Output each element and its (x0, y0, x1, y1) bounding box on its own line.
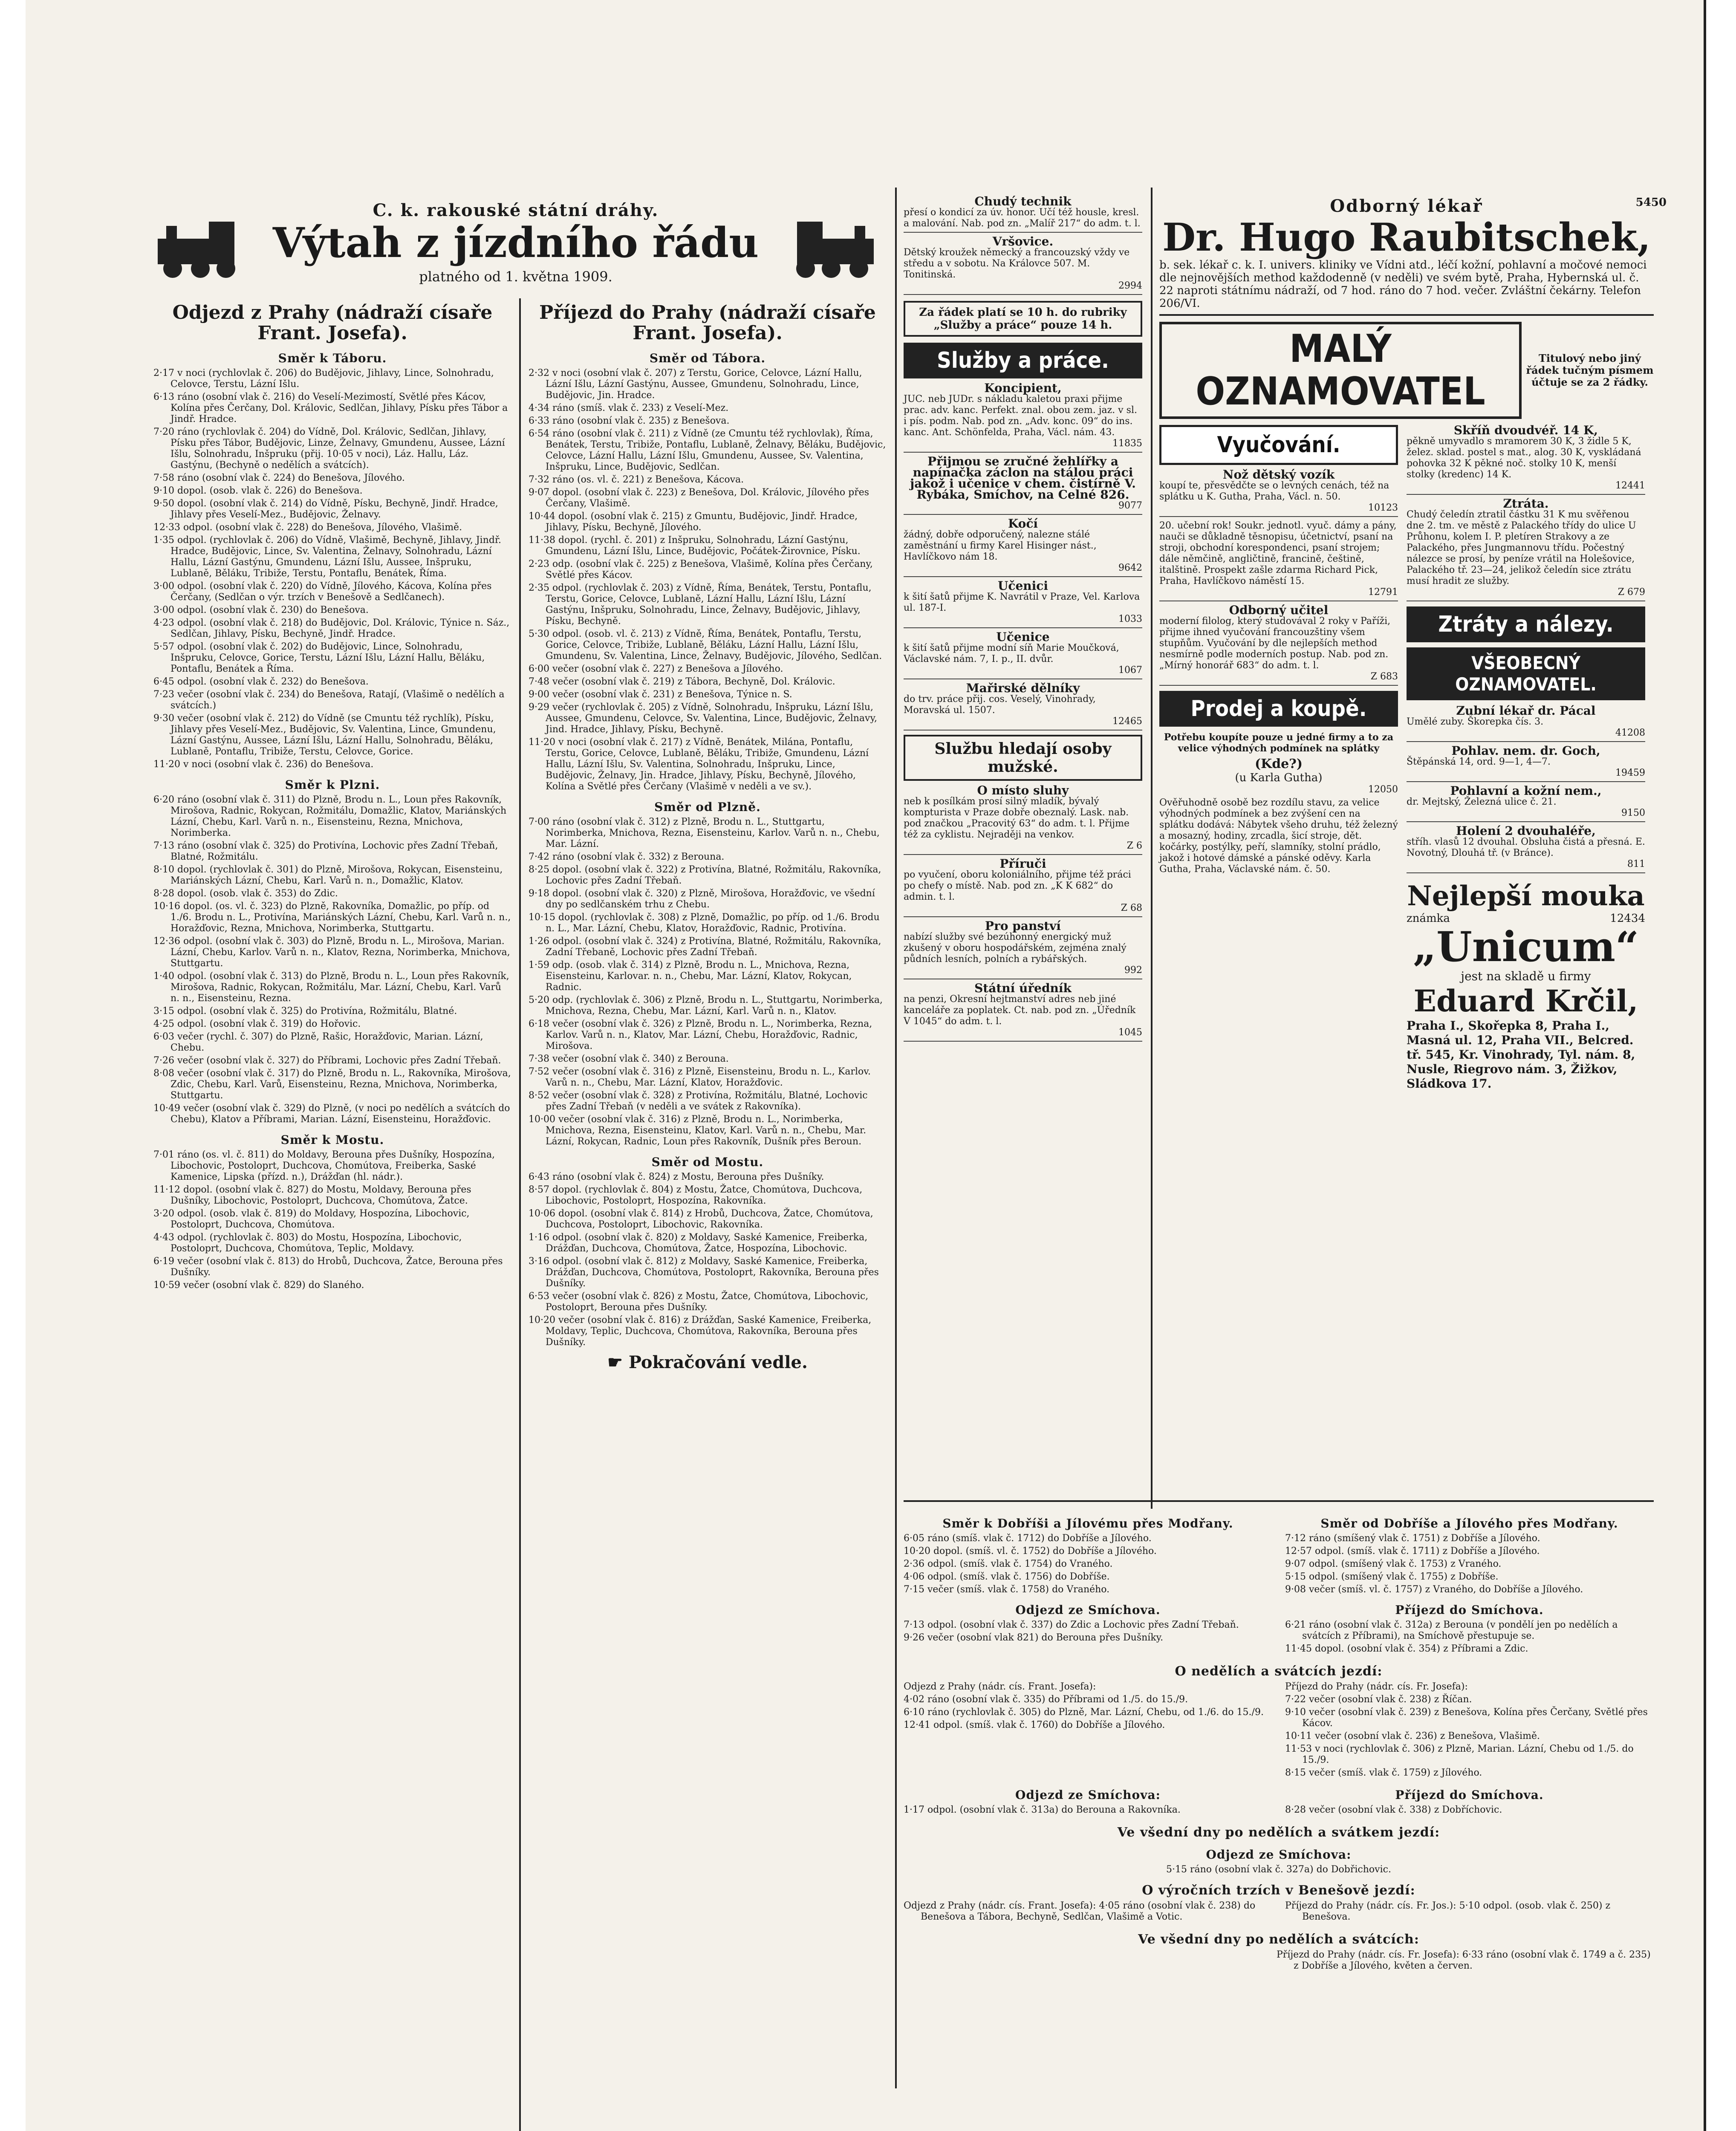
smichov-left-title: Odjezd ze Smíchova. (1015, 1603, 1161, 1617)
timetable-entry: 2·23 odp. (osobní vlak č. 225) z Benešova, Vlašimě, Kolína přes Čerčany, Světlé přes Kácov. (529, 559, 873, 580)
ad-text: moderní filolog, který studovával 2 roky v Paříži, přijme ihned vyučování francouzštiny všem stupňům. Vyučování by dle nejlepších method nesmírně podle moderních postup. Nab. pod zn. „Mírný honorář 683“ do adm. t. l. (1159, 616, 1391, 671)
sklad: jest na skladě u firmy (1461, 969, 1591, 983)
column-ads-right (1159, 196, 1654, 1091)
timetable-entry: 10·00 večer (osobní vlak č. 316) z Plzně, Brodu n. L., Norimberka, Mnichova, Rezna, Eisensteinu, Klatov, Karl. Varů n. n., Chebu, Mar. Lázní, Rokycan, Radnic, Loun přes Rakovník, Dušník přes Beroun. (529, 1114, 867, 1147)
ads-right-col-a (1159, 425, 1398, 1091)
ad-title: Pohlav. nem. dr. Goch, (1451, 744, 1600, 758)
timetable-entry: 10·15 dopol. (rychlovlak č. 308) z Plzně, Domažlic, po příp. od 1./6. Brodu n. L., Mar. Lázní, Chebu, Klatov, Horažďovic, Radnic, Protivína. (529, 912, 880, 934)
timetable-entry: 8·10 dopol. (rychlovlak č. 301) do Plzně, Mirošova, Rokycan, Eisensteinu, Mariánských Lázní, Chebu, Karl. Varů n. n., Domažlic, Klatov. (153, 864, 503, 886)
timetable-entry: 1·35 odpol. (rychlovlak č. 206) do Vídně, Vlašimě, Bechyně, Jihlavy, Jindř. Hradce, Budějovic, Lince, Sv. Valentina, Želnavy, Solnohradu, Lázní Hallu, Lázní Gastýnu, Gmundenu, Lázní Išlu, Aussee, Inšpruku, Lublaně, Běláku, Tribiže, Terstu, Pontaflu, Benátek, Říma. (153, 535, 502, 579)
ad-title: O místo sluhy (977, 783, 1069, 797)
departures-heading: Odjezd z Prahy (nádraží císaře Frant. Josefa). (172, 302, 493, 344)
timetable-entry: 5·15 odpol. (smíšený vlak č. 1755) z Dobříše. (1285, 1571, 1499, 1582)
timetable-entry: 8·15 večer (smíš. vlak č. 1759) z Jílového. (1285, 1767, 1482, 1778)
timetable-entry: 7·01 ráno (os. vl. č. 811) do Moldavy, Berouna přes Dušníky, Hospozína, Libochovic, Postoloprt, Duchcova, Chomútova, Freiberka, Saské Kamenice, Lipska (přízd. n.), Drážďan (hl. nádr.). (153, 1149, 495, 1182)
locomotive-icon-left (153, 213, 247, 281)
ad-number: 9642 (1118, 563, 1142, 573)
timetable-entry: 7·00 ráno (osobní vlak č. 312) z Plzně, Brodu n. L., Stuttgartu, Norimberka, Mnichova, Rezna, Eisensteinu, Karlov. Varů n. n., Chebu, Mar. Lázní. (529, 817, 880, 849)
banner-prodej: Prodej a koupě. (1159, 691, 1398, 727)
classified-ad (904, 236, 1142, 295)
timetable-entry: 6·20 ráno (osobní vlak č. 311) do Plzně, Brodu n. L., Loun přes Rakovník, Mirošova, Radnic, Rokycan, Rožmitálu, Domažlic, Klatov, Mariánských Lázní, Chebu, Karl. Varů n. n., Eisensteinu, Rezna, Mnichova, Norimberka. (153, 794, 507, 838)
ad-text: Umělé zuby. Škorepka čís. 3. (1407, 716, 1544, 727)
vsedni-smichov-title: Odjezd ze Smíchova: (1206, 1848, 1352, 1862)
ad-title: Pohlavní a kožní nem., (1450, 784, 1602, 798)
timetable-entry: 4·34 ráno (smíš. vlak č. 233) z Veselí-Mez. (529, 403, 729, 413)
column-arrivals (529, 298, 887, 1372)
ads-right-col-b (1407, 425, 1645, 1091)
price-note-box (904, 301, 1142, 337)
ad-number: 41208 (1615, 728, 1645, 738)
classified-ad (1407, 425, 1645, 495)
timetable-entry: 8·25 dopol. (osobní vlak č. 322) z Protivína, Blatné, Rožmitálu, Rakovníka, Lochovic přes Zadní Třebaň. (529, 864, 881, 886)
banner-hledaji (904, 735, 1142, 781)
ad-title: Pro panství (985, 919, 1061, 933)
timetable-entry: 2·35 odpol. (rychlovlak č. 203) z Vídně, Říma, Benátek, Terstu, Pontaflu, Terstu, Gorice, Celovce, Lublaně, Lázní Hallu, Lázní Išlu, Lázní Gastýnu, Inšpruku, Solnohradu, Lince, Želnavy, Budějovic, Jihlavy, Písku, Bechyně. (529, 583, 872, 627)
trhy-row (904, 1900, 1654, 1924)
nedele-title: O nedělích a svátcích jezdí: (1175, 1664, 1383, 1679)
banner-sluzby: Služby a práce. (904, 343, 1142, 378)
timetable-entry: 8·08 večer (osobní vlak č. 317) do Plzně, Brodu n. L., Rakovníka, Mirošova, Zdic, Chebu, Karl. Varů, Eisensteinu, Rezna, Mnichova, Norimberka, Stuttgartu. (153, 1068, 511, 1101)
timetable-entry: 4·43 odpol. (rychlovlak č. 803) do Mostu, Hospozína, Libochovic, Postoloprt, Duchcova, Chomútova, Teplic, Moldavy. (153, 1232, 462, 1254)
ad-title: Ztráta. (1503, 497, 1549, 511)
timetable-entry: 11·45 dopol. (osobní vlak č. 354) z Příbrami a Zdic. (1285, 1643, 1528, 1654)
section-tabor (153, 351, 511, 770)
timetable-entry: 6·33 ráno (osobní vlak č. 235) z Benešova. (529, 416, 730, 426)
timetable-entry: 4·23 odpol. (osobní vlak č. 218) do Budějovic, Dol. Královic, Týnice n. Sáz., Sedlčan, Jihlavy, Písku, Bechyně, Jindř. Hradce. (153, 618, 510, 639)
timetable-entry: 7·23 večer (osobní vlak č. 234) do Benešova, Ratají, (Vlašimě o nedělích a svátcích.) (153, 689, 505, 711)
krcil: Eduard Krčil, (1413, 983, 1638, 1019)
timetable-entry: 4·25 odpol. (osobní vlak č. 319) do Hořovic. (153, 1019, 361, 1029)
scan-left-margin (0, 0, 26, 2131)
timetable-entry: 7·22 večer (osobní vlak č. 238) z Říčan. (1285, 1694, 1472, 1705)
guth-text: Ověřuhodně osobě bez rozdílu stavu, za velice výhodných podmínek a bez zvýšení cen na splátku dodává: Nábytek všeho druhu, též železný a mosazný, hodiny, zrcadla, šicí stroje, dět. kočárky, postýlky, peří, slamníky, stolní prádlo, jakož i hotové dámské a pánské oděvy. Karla Gutha, Praha, Václavské nám. č. 50. (1159, 797, 1398, 875)
nedele-smichov-right-title: Příjezd do Smíchova. (1395, 1788, 1544, 1802)
bottom-timetable (904, 1509, 1654, 1973)
timetable-entry: 3·16 odpol. (osobní vlak č. 812) z Moldavy, Saské Kamenice, Freiberka, Drážďan, Duchcova, Chomútova, Postoloprt, Rakovníka, Berouna přes Dušníky. (529, 1256, 879, 1289)
kde-num: 12050 (1368, 784, 1398, 795)
timetable-entry: 5·30 odpol. (osob. vl. č. 213) z Vídně, Říma, Benátek, Pontaflu, Terstu, Gorice, Celovce, Tribiže, Lublaně, Běláku, Lázní Hallu, Lázní Išlu, Gmundenu, Sv. Valentina, Lince, Želnavy, Budějovic, Jílového, Sedlčan. (529, 629, 882, 661)
section-title: Směr k Táboru. (278, 351, 387, 365)
dobris-left-title: Směr k Dobříši a Jílovému přes Modřany. (942, 1516, 1233, 1530)
mouka-title: Nejlepší mouka (1407, 880, 1645, 912)
ad-title: Nož dětský vozík (1222, 468, 1335, 482)
timetable-entry: 7·32 ráno (os. vl. č. 221) z Benešova, Kácova. (529, 474, 744, 485)
newspaper-page (153, 188, 1671, 2131)
price-right: Titulový nebo jiný řádek tučným písmem účtuje se za 2 řádky. (1526, 352, 1654, 388)
timetable-entry: 12·41 odpol. (smíš. vlak č. 1760) do Dobříše a Jílového. (904, 1720, 1165, 1730)
smichov-right-title: Příjezd do Smíchova. (1395, 1603, 1544, 1617)
ad-number: Z 683 (1370, 671, 1398, 682)
timetable-entry: 6·10 ráno (rychlovlak č. 305) do Plzně, Mar. Lázní, Chebu, od 1./6. do 15./9. (904, 1707, 1264, 1718)
timetable-entry: 8·28 dopol. (osob. vlak č. 353) do Zdic. (153, 888, 338, 899)
timetable-entry: 6·54 ráno (osobní vlak č. 211) z Vídně (ze Cmuntu též rychlovlak), Říma, Benátek, Terstu, Tribiže, Pontaflu, Lublaně, Želnavy, Běláku, Budějovic, Celovce, Lázní Hallu, Lázní Išlu, Gmundenu, Aussee, Sv. Valentina, Inšpruku, Lince, Budějovic, Sedlčan. (529, 428, 886, 472)
timetable-entry: 9·10 dopol. (osob. vlak č. 226) do Benešova. (153, 485, 363, 496)
vsedni2-title: Ve všední dny po nedělích a svátcích: (1138, 1932, 1419, 1947)
bottom-rule (904, 1500, 1654, 1502)
entry: 1·17 odpol. (osobní vlak č. 313a) do Berouna a Rakovníka. (904, 1805, 1181, 1815)
ad-number: 1067 (1118, 665, 1142, 676)
timetable-entry: 7·13 odpol. (osobní vlak č. 337) do Zdic a Lochovic přes Zadní Třebaň. (904, 1620, 1239, 1630)
timetable-entry: 3·00 odpol. (osobní vlak č. 220) do Vídně, Jílového, Kácova, Kolína přes Čerčany, (Sedlčan o výr. trzích v Benešově a Sedlčanech). (153, 581, 492, 603)
timetable-entry: 6·19 večer (osobní vlak č. 813) do Hrobů, Duchcova, Žatce, Berouna přes Dušníky. (153, 1256, 503, 1278)
ad-text: Chudý čeledín ztratil částku 31 K mu svěřenou dne 2. tm. ve městě z Palackého třídy do ulice U Průhonu, kolem I. P. pletíren Strakovy a ze Palackého, přes Jungmannovu třídu. Počestný nálezce se prosí, by peníze vrátil na Holešovice, Palackého tř. 23—24, jelikož čeledín sice ztrátu musí hradit ze služby. (1407, 509, 1636, 586)
timetable-entry: 7·38 večer (osobní vlak č. 340) z Berouna. (529, 1054, 729, 1064)
timetable-entry: 11·20 v noci (osobní vlak č. 236) do Benešova. (153, 759, 374, 770)
ad-text: dr. Mejtský, Železná ulice č. 21. (1407, 797, 1557, 807)
ad-title: Koncipient, (984, 381, 1062, 395)
timetable-entry: 6·13 ráno (osobní vlak č. 216) do Veselí-Mezimostí, Světlé přes Kácov, Kolína přes Čerčany, Dol. Královic, Sedlčan, Jihlavy, Písku přes Tábor a Jindř. Hradce. (153, 392, 508, 424)
section-plzen (153, 778, 511, 1125)
timetable-entry: 4·02 ráno (osobní vlak č. 335) do Příbrami od 1./5. do 15./9. (904, 1694, 1188, 1705)
nedele-smichov-left (904, 1780, 1272, 1817)
classified-ad (904, 983, 1142, 1042)
section-title: Směr k Plzni. (285, 778, 380, 792)
timetable-entry: 6·05 ráno (smíš. vlak č. 1712) do Dobříše a Jílového. (904, 1533, 1152, 1544)
znamka: známka (1407, 912, 1450, 925)
ad-number: 12791 (1368, 587, 1398, 598)
ad-title: Zubní lékař dr. Pácal (1456, 704, 1596, 718)
timetable-entry: 11·38 dopol. (rychl. č. 201) z Inšpruku, Solnohradu, Lázní Gastýnu, Gmundenu, Lázní Išlu, Lince, Budějovic, Počátek-Žirovnice, Písku. (529, 535, 861, 557)
column-divider (895, 188, 897, 2088)
timetable-entry: 9·08 večer (smíš. vl. č. 1757) z Vraného, do Dobříše a Jílového. (1285, 1584, 1583, 1595)
timetable-entry: 10·44 dopol. (osobní vlak č. 215) z Gmuntu, Budějovic, Jindř. Hradce, Jihlavy, Písku, Bechyně, Jílového. (529, 511, 858, 533)
ad-title: Mařirské dělníky (966, 681, 1080, 695)
timetable-entry: 5·57 odpol. (osobní vlak č. 202) do Budějovic, Lince, Solnohradu, Inšpruku, Celovce, Gorice, Terstu, Lázní Išlu, Lázní Hallu, Běláku, Pontaflu, Benátek a Říma. (153, 641, 485, 674)
ad-title: Skříň dvoudvéř. 14 K, (1453, 423, 1598, 437)
timetable-entry: 9·26 večer (osobní vlak 821) do Berouna přes Dušníky. (904, 1632, 1164, 1643)
ad-text: neb k posílkám prosí silný mladík, bývalý kompturista v Praze dobře obeznalý. Lask. nab. pod značkou „Pracovitý 63“ do adm. t. l. Přijme též za cyklistu. Nejraději na venkov. (904, 796, 1129, 840)
ad-text: nabízí služby své bezúhonný energický muž zkušený v oboru hospodářském, zejména znalý půdních lesních, polních a rybářských. (904, 932, 1127, 964)
column-divider (1151, 188, 1153, 1509)
timetable-entry: 7·15 večer (smíš. vlak č. 1758) do Vraného. (904, 1584, 1110, 1595)
timetable-entry: 7·42 ráno (osobní vlak č. 332) z Berouna. (529, 852, 725, 862)
section-title: Směr k Mostu. (280, 1133, 384, 1147)
mouka-num: 12434 (1610, 912, 1645, 925)
ads-top (904, 196, 1142, 295)
ad-number: 12441 (1615, 480, 1645, 491)
ad-number: 992 (1124, 965, 1142, 976)
section-tabor-arr (529, 351, 887, 792)
entry-list (1285, 1533, 1654, 1595)
maly-oznamovatel-row (1159, 322, 1654, 419)
timetable-entry: 4·06 odpol. (smíš. vlak č. 1756) do Dobříše. (904, 1571, 1110, 1582)
maly-oznamovatel-title: MALÝ OZNAMOVATEL (1196, 326, 1485, 414)
dobris-right-title: Směr od Dobříše a Jílového přes Modřany. (1320, 1516, 1618, 1530)
timetable-entry: 11·53 v noci (rychlovlak č. 306) z Plzně, Marian. Lázní, Chebu od 1./5. do 15./9. (1285, 1744, 1634, 1765)
timetable-entry: 9·10 večer (osobní vlak č. 239) z Benešova, Kolína přes Čerčany, Světlé přes Kácov. (1285, 1707, 1648, 1729)
classified-ad (904, 921, 1142, 979)
entry-list (904, 1620, 1272, 1643)
nedele-smichov-right (1285, 1780, 1654, 1817)
classified-ad (904, 196, 1142, 233)
entry: 8·28 večer (osobní vlak č. 338) z Dobříchovic. (1285, 1805, 1502, 1815)
timetable-entry: 10·49 večer (osobní vlak č. 329) do Plzně, (v noci po nedělích a svátcích do Chebu), Klatov a Příbrami, Marian. Lázní, Eisensteinu, Horažďovic. (153, 1103, 510, 1125)
page-number: 5450 (1635, 196, 1667, 209)
classified-ad (1407, 705, 1645, 742)
timetable-entry: 9·29 večer (rychlovlak č. 205) z Vídně, Solnohradu, Inšpruku, Lázní Išlu, Aussee, Gmundenu, Celovce, Sv. Valentina, Lince, Budějovic, Želnavy, Jind. Hradce, Jihlavy, Písku, Bechyně. (529, 702, 877, 735)
trhy-right: Příjezd do Prahy (nádr. cís. Fr. Jos.): 5·10 odpol. (osob. vlak č. 250) z Benešova. (1285, 1900, 1611, 1922)
timetable-header (153, 196, 878, 290)
pointing-hand-icon: ☛ (607, 1352, 623, 1372)
ad-number: 12465 (1112, 716, 1142, 727)
ads-right-grid (1159, 425, 1654, 1091)
timetable-entry: 7·13 ráno (osobní vlak č. 325) do Protivína, Lochovic přes Zadní Třebaň, Blatné, Rožmitálu. (153, 840, 498, 862)
ad-text: přesí o kondicí za úv. honor. Učí též housle, kresl. a malování. Nab. pod zn. „Malíř 217“ do adm. t. l. (904, 207, 1141, 229)
timetable-entry: 9·00 večer (osobní vlak č. 231) z Benešova, Týnice n. S. (529, 689, 792, 700)
trhy-title: O výročních trzích v Benešově jezdí: (1142, 1883, 1415, 1898)
timetable-title: Výtah z jízdního řádu (272, 219, 759, 267)
timetable-entry: 9·50 dopol. (osobní vlak č. 214) do Vídně, Písku, Bechyně, Jindř. Hradce, Jihlavy přes Veselí-Mez., Budějovic, Želnavy. (153, 498, 498, 520)
nedele-right (1285, 1681, 1654, 1780)
locomotive-icon-right (784, 213, 878, 281)
classified-ad (1407, 785, 1645, 822)
ad-title: Příruči (999, 857, 1046, 871)
column-ads-left (904, 196, 1142, 1045)
timetable-validity: platného od 1. května 1909. (419, 269, 612, 285)
ad-text: k šití šatů přijme modní síň Marie Moučková, Václavské nám. 7, I. p., II. dvůr. (904, 643, 1119, 664)
ad-text: Štěpánská 14, ord. 9—1, 4—7. (1407, 757, 1551, 767)
maly-oznamovatel (1159, 322, 1522, 419)
nedele-left (904, 1681, 1272, 1780)
continued-text: Pokračování vedle. (628, 1352, 808, 1372)
section-most (153, 1133, 511, 1291)
nedele-smichov-row (904, 1780, 1654, 1817)
timetable-entry: 11·12 dopol. (osobní vlak č. 827) do Mostu, Moldavy, Berouna přes Dušníky, Libochovic, Postoloprt, Duchcova, Chomútova, Žatce. (153, 1184, 471, 1206)
timetable-entry: 2·32 v noci (osobní vlak č. 207) z Terstu, Gorice, Celovce, Lázní Hallu, Lázní Išlu, Lázní Gastýnu, Aussee, Gmundenu, Solnohradu, Lince, Budějovic, Jin. Hradce. (529, 368, 862, 401)
continued-note (529, 1352, 887, 1372)
timetable-entry: 12·57 odpol. (smíš. vlak č. 1711) z Dobříše a Jílového. (1285, 1546, 1540, 1556)
section-plzen-arr (529, 800, 887, 1147)
ad-number: 1045 (1118, 1027, 1142, 1038)
price-note: Za řádek platí se 10 h. do rubriky „Služby a práce“ pouze 14 h. (919, 306, 1127, 332)
classified-ad (904, 456, 1142, 515)
entry: 5·15 ráno (osobní vlak č. 327a) do Dobřichovic. (1166, 1864, 1391, 1875)
ad-number: 811 (1627, 859, 1645, 869)
entry-list (1285, 1620, 1654, 1655)
trhy-left: Odjezd z Prahy (nádr. cís. Frant. Josefa): 4·05 ráno (osobní vlak č. 238) do Benešova a Tábora, Bechyně, Sedlčan, Vlašimě a Votic. (904, 1900, 1256, 1922)
ad-text: 20. učební rok! Soukr. jednotl. vyuč. dámy a pány, nauči se důkladně těsnopisu, účetnictví, psaní na stroji, obchodní korespondenci, psaní strojem; dále němčině, angličtině, francině, češtině, italštině. Prospekt zašle zdarma Richard Pick, Praha, Havlíčkovo náměstí 15. (1159, 520, 1397, 586)
timetable-entry: 1·16 odpol. (osobní vlak č. 820) z Moldavy, Saské Kamenice, Freiberka, Drážďan, Duchcova, Chomútova, Žatce, Hospozína, Libochovic. (529, 1232, 868, 1254)
ad-title: Odborný učitel (1229, 603, 1329, 617)
ad-text: pěkně umyvadlo s mramorem 30 K, 3 židle 5 K, želez. sklad. postel s mat., alog. 30 K, vyskládaná pohovka 32 K pěkné noč. stolky 10 K, menší stolky (kredenc) 14 K. (1407, 436, 1641, 480)
classified-ad (1407, 498, 1645, 601)
banner-vseobecny: VŠEOBECNÝ OZNAMOVATEL. (1407, 647, 1645, 700)
timetable-entry: 6·18 večer (osobní vlak č. 326) z Plzně, Brodu n. L., Norimberka, Rezna, Karlov. Varů n. n., Klatov, Mar. Lázní, Chebu, Horažďovic, Radnic, Mirošova. (529, 1019, 872, 1051)
timetable-entry: 10·11 večer (osobní vlak č. 236) z Benešova, Vlašimě. (1285, 1731, 1540, 1741)
section-title: Směr od Plzně. (654, 800, 761, 814)
timetable-entry: 6·45 odpol. (osobní vlak č. 232) do Benešova. (153, 676, 369, 687)
timetable-entry: Odjezd z Prahy (nádr. cís. Frant. Josefa): (904, 1681, 1096, 1692)
timetable-entry: 7·20 ráno (rychlovlak č. 204) do Vídně, Dol. Královic, Sedlčan, Jihlavy, Písku přes Tábor, Budějovic, Linze, Želnavy, Gmundenu, Aussee, Lázní Išlu, Solnohradu, Inšpruku (přij. 10·05 v noci), Láz. Hallu, Láz. Gastýnu, (Bechyně o nedělích a svátcích). (153, 427, 505, 471)
timetable-entry: 2·17 v noci (rychlovlak č. 206) do Budějovic, Jihlavy, Lince, Solnohradu, Celovce, Terstu, Lázní Išlu. (153, 368, 494, 390)
ad-title: Přijmou se zručné žehlířky a napínačka záclon na stálou práci jakož i učenice v chem. čistírně V. Rybáka, Smíchov, na Celné 826. (910, 454, 1136, 502)
classified-ad (904, 683, 1142, 731)
ad-title: Chudý technik (974, 194, 1072, 208)
timetable-entry: 10·06 dopol. (osobní vlak č. 814) z Hrobů, Duchcova, Žatce, Chomútova, Duchcova, Postoloprt, Libochovic, Rakovníka. (529, 1208, 873, 1230)
railway-name: C. k. rakouské státní dráhy. (373, 200, 659, 220)
ad-text: stříh. vlasů 12 dvouhal. Obsluha čistá a přesná. E. Novotný, Dlouhá tř. (v Bránce). (1407, 837, 1645, 858)
timetable-entry: 8·57 dopol. (rychlovlak č. 804) z Mostu, Žatce, Chomútova, Duchcova, Libochovic, Postoloprt, Hospozína, Rakovníka. (529, 1184, 863, 1206)
ad-number: 9077 (1118, 500, 1142, 511)
vsedni2-left (904, 1949, 1264, 1973)
ad-number: Z 679 (1618, 587, 1645, 598)
timetable-entry: 7·58 ráno (osobní vlak č. 224) do Benešova, Jílového. (153, 473, 405, 483)
ad-number: 2994 (1118, 280, 1142, 291)
classified-ad (1159, 520, 1398, 601)
timetable-entry: 7·26 večer (osobní vlak č. 327) do Příbrami, Lochovic přes Zadní Třebaň. (153, 1055, 501, 1066)
ad-text: do trv. práce přij. cos. Veselý, Vinohrady, Moravská ul. 1507. (904, 694, 1096, 716)
timetable-entry: Příjezd do Prahy (nádr. cís. Fr. Josefa): (1285, 1681, 1468, 1692)
ad-title: Učenice (996, 630, 1050, 644)
timetable-entry: 1·59 odp. (osob. vlak č. 314) z Plzně, Brodu n. L., Mnichova, Rezna, Eisensteinu, Karlovar. n. n., Chebu, Mar. Lázní, Klatov, Rokycan, Radnic. (529, 960, 852, 993)
vsedni2-row (904, 1949, 1654, 1973)
ad-text: po vyučení, oboru koloniálního, přijme též práci po chefy o místě. Nab. pod zn. „K K 682“ do admin. t. l. (904, 869, 1131, 902)
classified-ad (1407, 826, 1645, 873)
ad-number: 1033 (1118, 614, 1142, 624)
classified-ad (904, 383, 1142, 453)
timetable-entry: 9·07 odpol. (smíšený vlak č. 1753) z Vraného. (1285, 1559, 1502, 1569)
entry-list (904, 1533, 1272, 1595)
timetable-entry: 10·20 večer (osobní vlak č. 816) z Drážďan, Saské Kamenice, Freiberka, Moldavy, Teplic, Duchcova, Chomútova, Rakovníka, Berouna přes Dušníky. (529, 1315, 872, 1348)
ad-title: Učenici (998, 579, 1048, 593)
doctor-name: Dr. Hugo Raubitschek, (1162, 215, 1651, 260)
timetable-entry: 7·12 ráno (smíšený vlak č. 1751) z Dobříše a Jílového. (1285, 1533, 1540, 1544)
bottom-dobris (904, 1509, 1654, 1656)
column-departures (153, 298, 511, 1293)
unicum: „Unicum“ (1412, 923, 1639, 971)
entry-list (529, 1172, 887, 1348)
timetable-entry: 12·33 odpol. (osobní vlak č. 228) do Benešova, Jílového, Vlašimě. (153, 522, 462, 533)
classified-ad (904, 518, 1142, 577)
banner-ztraty: Ztráty a nálezy. (1407, 606, 1645, 642)
banner-vyucovani: Vyučování. (1159, 425, 1398, 465)
ads-right-small (1407, 425, 1645, 601)
ad-text: na penzi, Okresní hejtmanství adres neb jiné kanceláře za poplatek. Ct. nab. pod zn. „Úředník V 1045“ do adm. t. l. (904, 994, 1136, 1027)
section-most-arr (529, 1155, 887, 1348)
timetable-entry: 3·15 odpol. (osobní vlak č. 325) do Protivína, Rožmitálu, Blatné. (153, 1006, 457, 1016)
ad-number: 10123 (1368, 502, 1398, 513)
doctor-text: b. sek. lékař c. k. I. univers. kliniky ve Vídni atd., léčí kožní, pohlavní a močové nemoci dle nejnovějších method každodenně (v neděli) ve svém bytě, Praha, Hybernská ul. č. 22 naproti státnímu nádraží, od 7 hod. ráno do 7 hod. večer. Zvláštní čekárny. Telefon 206/VI. (1159, 259, 1654, 316)
timetable-entry: 8·52 večer (osobní vlak č. 328) z Protivína, Rožmitálu, Blatné, Lochovic přes Zadní Třebaň (v neděli a ve svátek z Rakovníka). (529, 1090, 868, 1112)
classified-ad (904, 580, 1142, 628)
entry-list (153, 368, 511, 770)
prodej-text: Potřebu koupíte pouze u jedné firmy a to za velice výhodných podmínek na splátky (1164, 732, 1394, 754)
ad-text: Dětský kroužek německý a francouzský vždy ve středu a v sobotu. Na Královce 507. M. Tonitinská. (904, 247, 1130, 280)
scan-right-border (1704, 0, 1736, 2131)
ads-sluzby (904, 383, 1142, 731)
nedele-row (904, 1681, 1654, 1780)
banner-hledaji-text: Službu hledají osoby mužské. (934, 740, 1112, 776)
timetable-entry: 1·40 odpol. (osobní vlak č. 313) do Plzně, Brodu n. L., Loun přes Rakovník, Mirošova, Radnic, Rokycan, Rožmitálu, Mar. Lázní, Chebu, Karl. Varů n. n., Eisensteinu, Rezna. (153, 971, 509, 1004)
entry-list (153, 1149, 511, 1291)
entry-list (153, 794, 511, 1125)
vsedni2-right: Příjezd do Prahy (nádr. cís. Fr. Josefa): 6·33 ráno (osobní vlak č. 1749 a č. 235) z Dobříše a Jílového, květen a červen. (1277, 1949, 1651, 1971)
column-divider (519, 298, 521, 2131)
classified-ad (1159, 469, 1398, 517)
timetable-entry: 12·36 odpol. (osobní vlak č. 303) do Plzně, Brodu n. L., Mirošova, Marian. Lázní, Chebu, Karlov. Varů n. n., Klatov, Rezna, Norimberka, Mnichova, Stuttgartu. (153, 936, 510, 969)
dobris-right (1285, 1509, 1654, 1656)
timetable-entry: 2·36 odpol. (smíš. vlak č. 1754) do Vraného. (904, 1559, 1113, 1569)
timetable-entry: 7·52 večer (osobní vlak č. 316) z Plzně, Eisensteinu, Brodu n. L., Karlov. Varů n. n., Chebu, Mar. Lázní, Klatov, Horažďovic. (529, 1066, 871, 1088)
kde-sub: (u Karla Gutha) (1235, 771, 1323, 784)
timetable-entry: 9·07 dopol. (osobní vlak č. 223) z Benešova, Dol. Královic, Jílového přes Čerčany, Vlašimě. (529, 487, 869, 509)
ad-number: 9150 (1621, 808, 1645, 818)
section-title: Směr od Tábora. (649, 351, 766, 365)
arrivals-heading: Příjezd do Prahy (nádraží císaře Frant. Josefa). (539, 302, 876, 344)
ad-text: k šití šatů přijme K. Navrátil v Praze, Vel. Karlova ul. 187-I. (904, 592, 1140, 613)
timetable-entry: 6·43 ráno (osobní vlak č. 824) z Mostu, Berouna přes Dušníky. (529, 1172, 824, 1182)
ad-number: 11835 (1112, 438, 1142, 449)
ad-title: Holení 2 dvouhaléře, (1456, 824, 1596, 838)
entry-list (529, 368, 887, 792)
ad-number: Z 6 (1127, 840, 1142, 851)
timetable-entry: 6·53 večer (osobní vlak č. 826) z Mostu, Žatce, Chomútova, Libochovic, Postoloprt, Berouna přes Dušníky. (529, 1291, 869, 1313)
classified-ad (904, 632, 1142, 679)
kde: (Kde?) (1254, 757, 1303, 771)
timetable-entry: 6·21 ráno (osobní vlak č. 312a) z Berouna (v pondělí jen po nedělích a svátcích z Příbrami), na Smíchově přestupuje se. (1285, 1620, 1618, 1641)
krcil-addr: Praha I., Skořepka 8, Praha I., Masná ul. 12, Praha VII., Belcred. tř. 545, Kr. Vinohrady, Tyl. nám. 8, Nusle, Riegrovo nám. 3, Žižkov, Sládkova 17. (1407, 1019, 1635, 1091)
ads-hledaji (904, 785, 1142, 1042)
vsedni-title: Ve všední dny po nedělích a svátkem jezdí: (1117, 1825, 1440, 1840)
timetable-entry: 9·18 dopol. (osobní vlak č. 320) z Plzně, Mirošova, Horažďovic, ve všední dny po sedlčanském trhu z Chebu. (529, 888, 875, 910)
timetable-entry: 3·20 odpol. (osob. vlak č. 819) do Moldavy, Hospozína, Libochovic, Postoloprt, Duchcova, Chomútova. (153, 1208, 470, 1230)
timetable-entry: 6·00 večer (osobní vlak č. 227) z Benešova a Jílového. (529, 664, 783, 674)
ads-vyucovani (1159, 469, 1398, 686)
entry-list (529, 817, 887, 1147)
timetable-entry: 11·20 v noci (osobní vlak č. 217) z Vídně, Benátek, Milána, Pontaflu, Terstu, Gorice, Celovce, Lublaně, Běláku, Tribiže, Gmundenu, Lázní Hallu, Lázní Išlu, Sv. Valentina, Solnohradu, Inšpruku, Lince, Budějovic, Želnavy, Jin. Hradce, Jihlavy, Písku, Bechyně, Jílového, Kolína a Světlé přes Čerčany (Vlašimě v neděli a ve sv.). (529, 737, 869, 792)
classified-ad (1407, 745, 1645, 782)
ad-title: Kočí (1008, 517, 1038, 531)
timetable-entry: 10·20 dopol. (smíš. vl. č. 1752) do Dobříše a Jílového. (904, 1546, 1157, 1556)
timetable-entry: 5·20 odp. (rychlovlak č. 306) z Plzně, Brodu n. L., Stuttgartu, Norimberka, Mnichova, Rezna, Chebu, Mar. Lázní, Karl. Varů n. n., Klatov. (529, 995, 883, 1016)
ad-title: Vršovice. (992, 234, 1054, 248)
ad-title: Státní úředník (974, 981, 1072, 995)
timetable-entry: 1·26 odpol. (osobní vlak č. 324) z Protivína, Blatné, Rožmitálu, Rakovníka, Zadní Třebaně, Lochovic přes Zadní Třebaň. (529, 936, 881, 958)
classified-ad (904, 858, 1142, 917)
section-title: Směr od Mostu. (651, 1155, 764, 1169)
ad-number: Z 68 (1121, 903, 1142, 913)
timetable-entry: 3·00 odpol. (osobní vlak č. 230) do Benešova. (153, 605, 369, 615)
timetable-entry: 10·59 večer (osobní vlak č. 829) do Slaného. (153, 1280, 364, 1291)
timetable-entry: 10·16 dopol. (os. vl. č. 323) do Plzně, Rakovníka, Domažlic, po příp. od 1./6. Brodu n. L., Protivína, Mariánských Lázní, Chebu, Karl. Varů n. n., Horažďovic, Rezna, Mnichova, Norimberka, Stuttgartu. (153, 901, 511, 934)
classified-ad (1159, 605, 1398, 686)
ad-text: žádný, dobře odporučený, nalezne stálé zaměstnání u firmy Karel Hisinger nást., Havlíčkovo nám 18. (904, 529, 1097, 562)
nedele-smichov-title: Odjezd ze Smíchova: (1015, 1788, 1161, 1802)
ads-vseobecny (1407, 705, 1645, 873)
ad-number: 19459 (1615, 768, 1645, 778)
timetable-entry: 9·30 večer (osobní vlak č. 212) do Vídně (se Cmuntu též rychlík), Písku, Jihlavy přes Veselí-Mez., Budějovic, Sv. Valentina, Lince, Gmundenu, Lázní Gastýnu, Aussee, Lázní Išlu, Lázní Hallu, Solnohradu, Běláku, Lublaně, Pontaflu, Tribiže, Terstu, Celovce, Gorice. (153, 713, 496, 757)
ad-text: koupí te, přesvědčte se o levných cenách, též na splátku u K. Gutha, Praha, Václ. n. 50. (1159, 480, 1389, 502)
timetable-entry: 7·48 večer (osobní vlak č. 219) z Tábora, Bechyně, Dol. Královic. (529, 676, 835, 687)
dobris-left (904, 1509, 1272, 1656)
doctor-label: Odborný lékař (1330, 196, 1483, 216)
classified-ad (904, 785, 1142, 855)
ad-text: JUC. neb JUDr. s nákladu kaletou praxi přijme prac. adv. kanc. Perfekt. znal. obou zem. jaz. v sl. i pís. podm. Nab. pod zn. „Adv. konc. 09“ do ins. kanc. Ant. Schönfelda, Praha, Václ. nám. 43. (904, 394, 1137, 438)
timetable-entry: 6·03 večer (rychl. č. 307) do Plzně, Rašic, Horažďovic, Marian. Lázní, Chebu. (153, 1031, 483, 1053)
